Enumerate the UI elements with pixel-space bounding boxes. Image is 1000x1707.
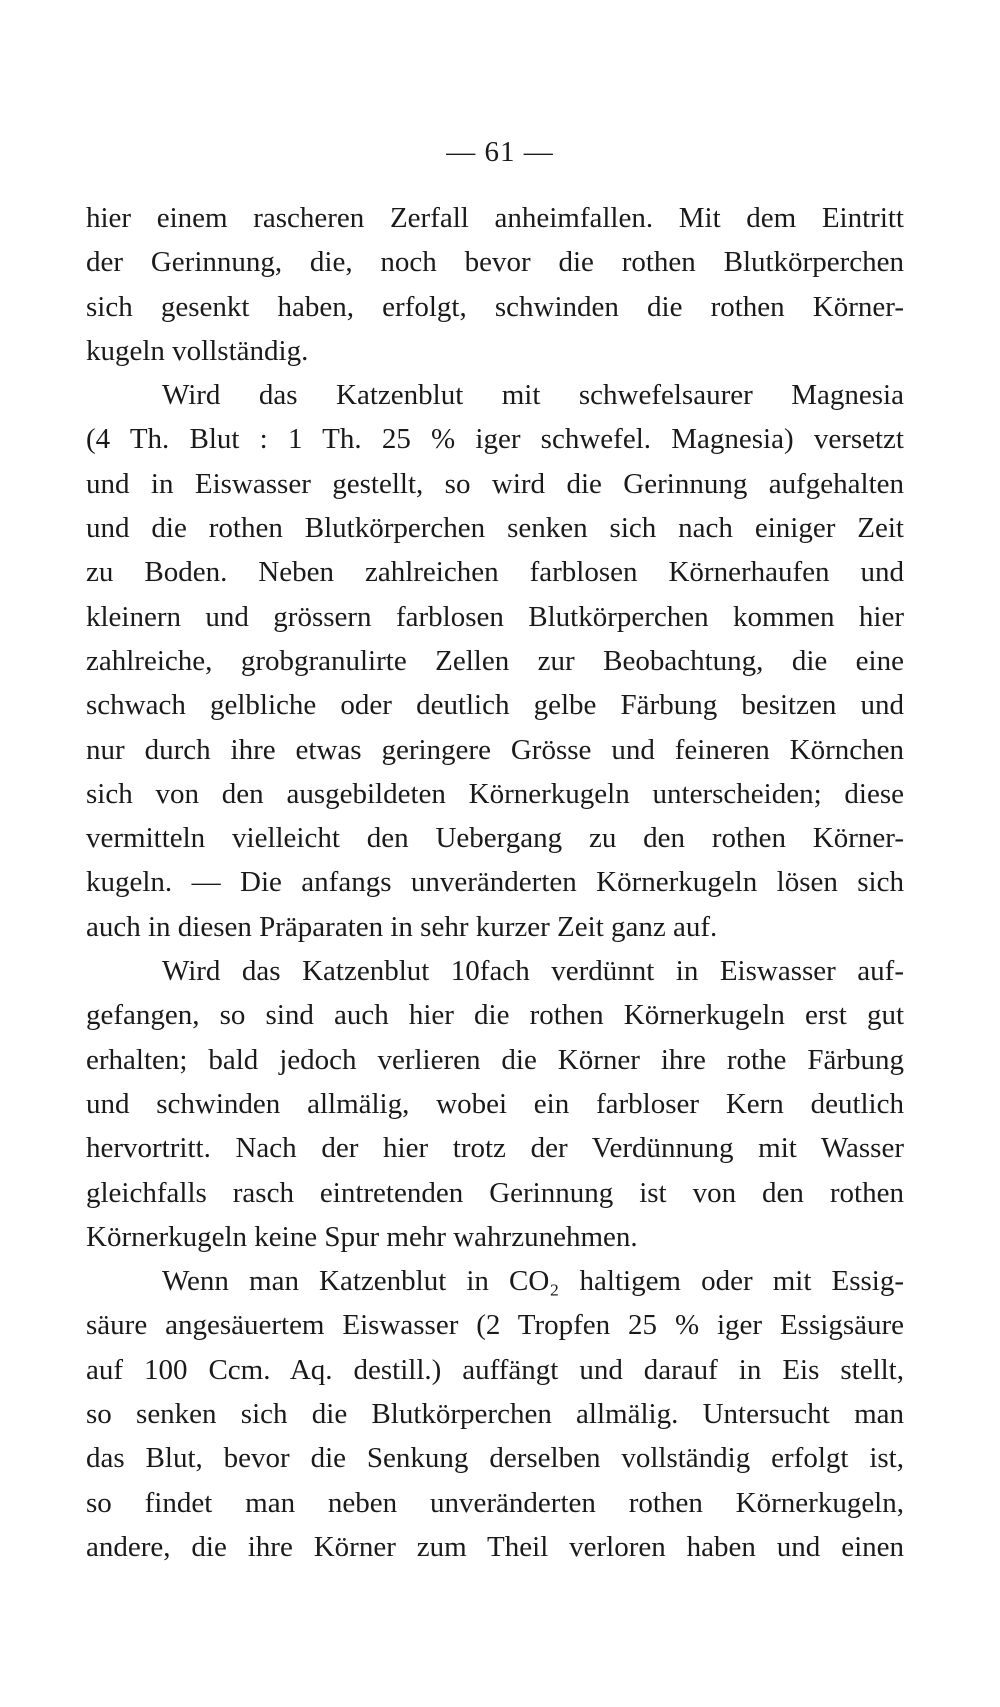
text-line: zahlreiche, grobgranulirte Zellen zur Beobachtung, die eine xyxy=(86,644,904,677)
text-line: und die rothen Blutkörperchen senken sich nach einiger Zeit xyxy=(86,512,904,545)
text-line: auch in diesen Präparaten in sehr kurzer Zeit ganz auf. xyxy=(86,910,718,943)
text-line: schwach gelbliche oder deutlich gelbe Färbung besitzen und xyxy=(86,689,904,722)
text-line: zu Boden. Neben zahlreichen farblosen Körnerhaufen und xyxy=(86,556,904,589)
text-line: erhalten; bald jedoch verlieren die Körner ihre rothe Färbung xyxy=(86,1043,904,1076)
text-line: so senken sich die Blutkörperchen allmälig. Untersucht man xyxy=(86,1398,904,1431)
body-text xyxy=(86,196,904,1569)
text-line: hervortritt. Nach der hier trotz der Verdünnung mit Wasser xyxy=(86,1132,904,1165)
text-line: so findet man neben unveränderten rothen Körnerkugeln, xyxy=(86,1486,904,1519)
text-line: kugeln. — Die anfangs unveränderten Körnerkugeln lösen sich xyxy=(86,866,904,899)
paragraph-first-line: Wenn man Katzenblut in CO₂ haltigem oder mit Essig- xyxy=(162,1265,904,1298)
text-line: kleinern und grössern farblosen Blutkörperchen kommen hier xyxy=(86,600,904,633)
page-number: — 61 — xyxy=(446,136,554,168)
text-line: der Gerinnung, die, noch bevor die rothen Blutkörperchen xyxy=(86,246,904,279)
paragraph-first-line: Wird das Katzenblut 10fach verdünnt in Eiswasser auf- xyxy=(162,955,904,988)
text-line: gleichfalls rasch eintretenden Gerinnung ist von den rothen xyxy=(86,1176,904,1209)
text-line: vermitteln vielleicht den Uebergang zu den rothen Körner- xyxy=(86,822,904,855)
text-line: (4 Th. Blut : 1 Th. 25 % iger schwefel. Magnesia) versetzt xyxy=(86,423,904,456)
text-line: sich gesenkt haben, erfolgt, schwinden die rothen Körner- xyxy=(86,290,904,323)
text-line: säure angesäuertem Eiswasser (2 Tropfen 25 % iger Essigsäure xyxy=(86,1309,904,1342)
text-line: das Blut, bevor die Senkung derselben vollständig erfolgt ist, xyxy=(86,1442,904,1475)
text-line: sich von den ausgebildeten Körnerkugeln unterscheiden; diese xyxy=(86,777,904,810)
text-line: hier einem rascheren Zerfall anheimfallen. Mit dem Eintritt xyxy=(86,202,904,234)
text-line: und schwinden allmälig, wobei ein farbloser Kern deutlich xyxy=(86,1087,904,1120)
paragraph-first-line: Wird das Katzenblut mit schwefelsaurer Magnesia xyxy=(162,379,904,412)
text-line: kugeln vollständig. xyxy=(86,334,309,367)
text-line: auf 100 Ccm. Aq. destill.) auffängt und darauf in Eis stellt, xyxy=(86,1353,904,1386)
text-line: gefangen, so sind auch hier die rothen Körnerkugeln erst gut xyxy=(86,999,904,1032)
text-line: und in Eiswasser gestellt, so wird die Gerinnung aufgehalten xyxy=(86,467,904,500)
text-line: Körnerkugeln keine Spur mehr wahrzunehmen. xyxy=(86,1220,638,1253)
text-line: nur durch ihre etwas geringere Grösse und feineren Körnchen xyxy=(86,733,904,766)
text-line: andere, die ihre Körner zum Theil verloren haben und einen xyxy=(86,1530,904,1563)
